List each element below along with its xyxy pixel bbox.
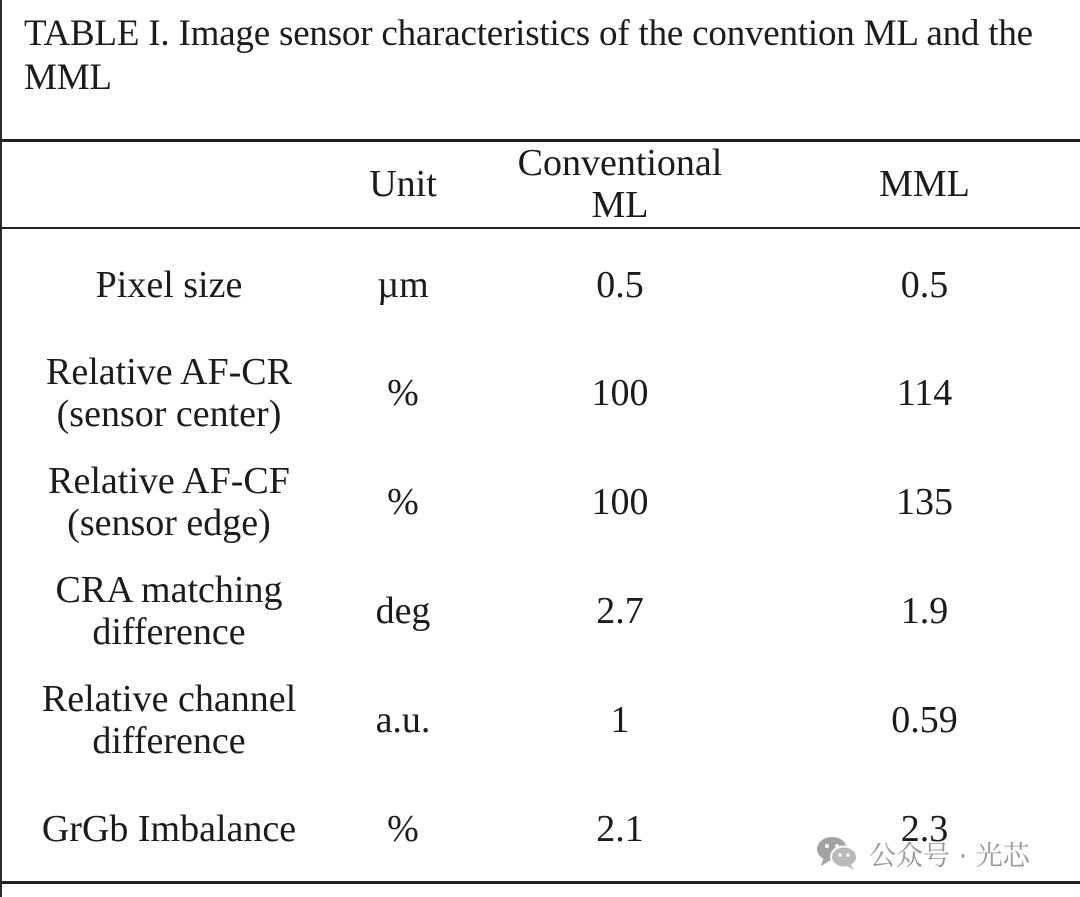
- row-parameter-line: difference: [92, 720, 246, 762]
- row-unit: deg: [375, 590, 431, 632]
- header-unit: Unit: [369, 163, 437, 205]
- table-caption: [24, 12, 1080, 100]
- row-parameter-line: Pixel size: [95, 264, 243, 306]
- row-mml-value: 2.3: [900, 808, 949, 850]
- row-parameter: [2, 678, 336, 762]
- row-unit: a.u.: [375, 699, 431, 741]
- row-conventional-value: 0.5: [596, 264, 644, 306]
- row-unit: %: [387, 808, 419, 850]
- row-parameter-line: Relative AF-CR: [46, 351, 292, 393]
- table-bottom-rule: [2, 881, 1080, 884]
- row-mml-value: 135: [896, 481, 953, 523]
- row-parameter-line: Relative channel: [41, 678, 297, 720]
- row-conventional-value: 100: [591, 372, 649, 414]
- caption-line-1: TABLE I. Image sensor characteristics of the convention ML and the: [24, 13, 1033, 54]
- row-parameter: [2, 569, 336, 653]
- header-conventional-line-2: ML: [591, 184, 649, 226]
- row-unit: µm: [377, 264, 429, 306]
- row-parameter: [2, 351, 336, 435]
- header-mml: MML: [879, 163, 970, 205]
- row-parameter-line: difference: [92, 611, 246, 653]
- row-parameter-line: (sensor center): [56, 393, 282, 435]
- watermark: [815, 833, 1030, 873]
- row-parameter: [2, 460, 336, 544]
- row-mml-value: 0.5: [900, 264, 949, 306]
- row-conventional-value: 100: [591, 481, 649, 523]
- row-unit: %: [387, 481, 419, 523]
- row-parameter: [2, 264, 336, 306]
- row-mml-value: 114: [896, 372, 953, 414]
- table-header-rule: [2, 227, 1080, 229]
- row-unit: %: [387, 372, 419, 414]
- header-conventional: [470, 142, 770, 226]
- row-mml-value: 0.59: [891, 699, 958, 741]
- row-conventional-value: 2.7: [596, 590, 644, 632]
- row-conventional-value: 1: [610, 699, 630, 741]
- header-conventional-line-1: Conventional: [517, 142, 723, 184]
- wechat-icon: [815, 835, 859, 871]
- row-parameter-line: CRA matching: [55, 569, 283, 611]
- row-parameter-line: (sensor edge): [67, 502, 271, 544]
- row-parameter-line: GrGb Imbalance: [41, 808, 297, 850]
- row-parameter: [2, 808, 336, 850]
- caption-line-2: MML: [24, 57, 112, 98]
- watermark-text: 公众号 · 光芯: [869, 840, 1030, 872]
- row-mml-value: 1.9: [900, 590, 949, 632]
- row-conventional-value: 2.1: [596, 808, 644, 850]
- row-parameter-line: Relative AF-CF: [48, 460, 290, 502]
